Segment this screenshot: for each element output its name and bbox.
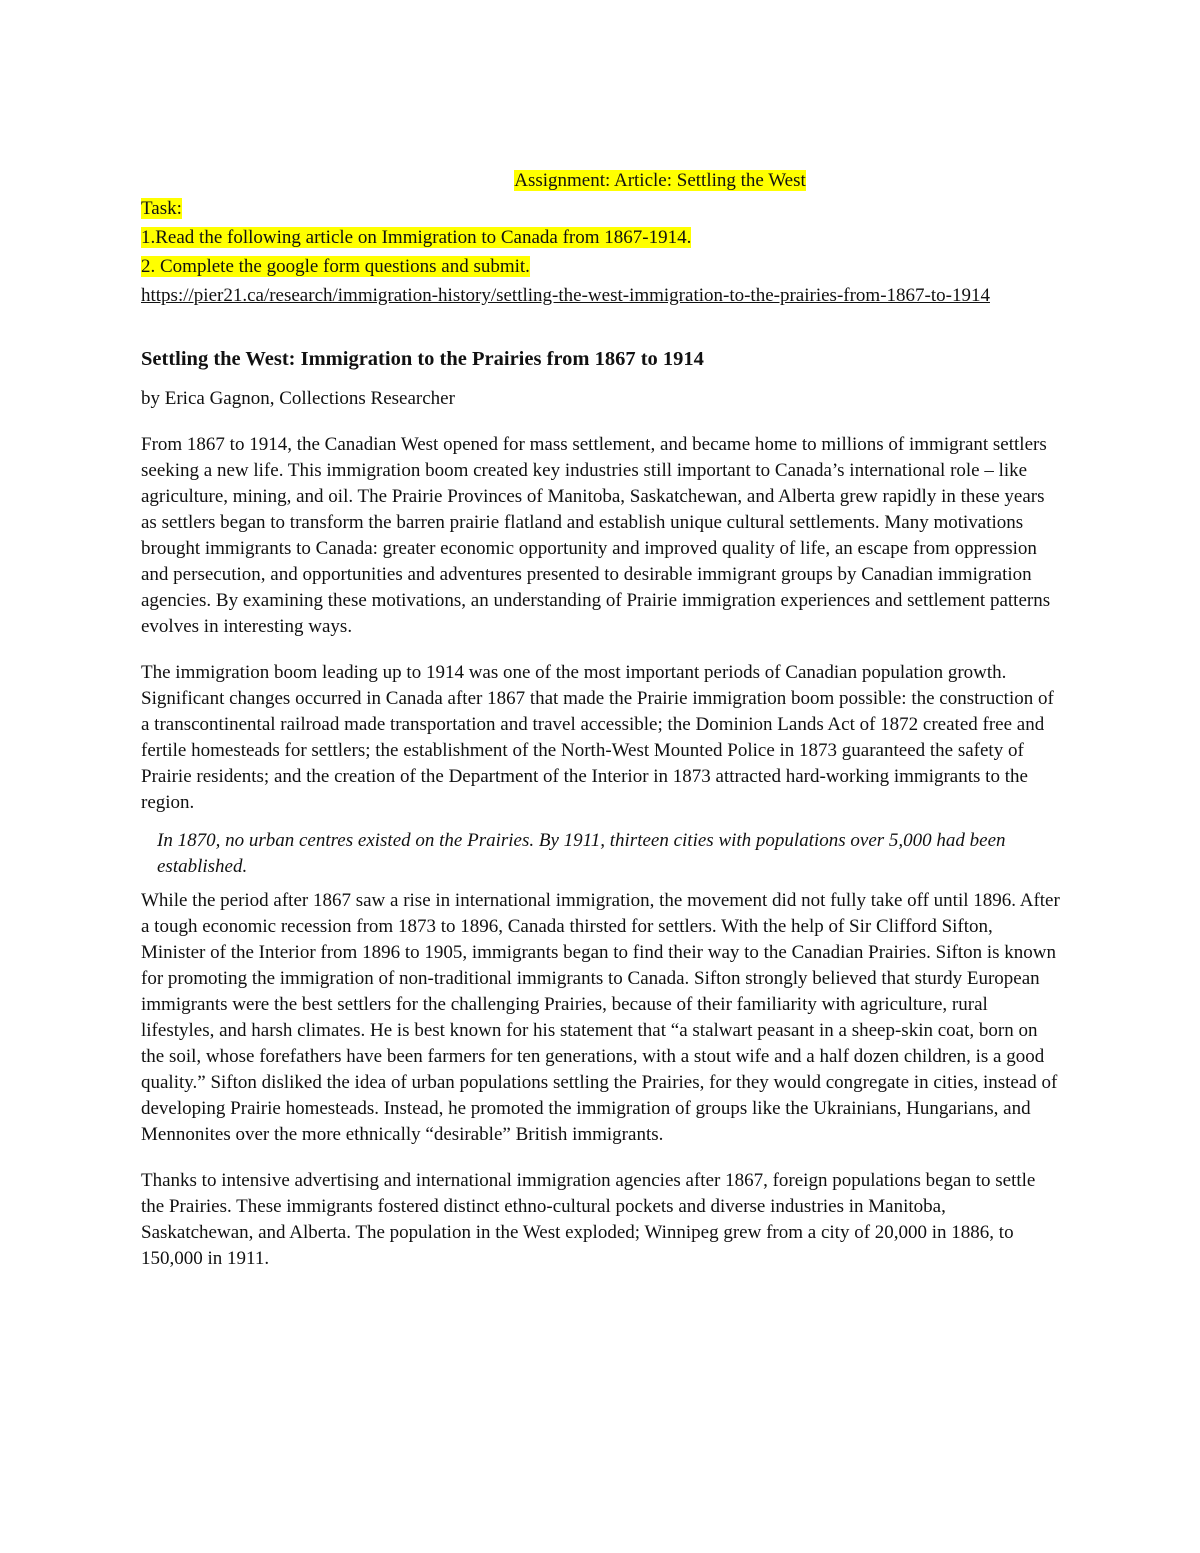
task-step-line: [141, 225, 1061, 254]
assignment-title-line: [259, 168, 1061, 196]
article-link[interactable]: https://pier21.ca/research/immigration-history/settling-the-west-immigration-to-the-prairies-from-1867-to-1914: [141, 285, 990, 306]
task-label-line: [141, 196, 1061, 225]
assignment-title: Assignment: Article: Settling the West: [514, 170, 806, 191]
article-paragraph: The immigration boom leading up to 1914 was one of the most important periods of Canadian population growth. Significant changes occurred in Canada after 1867 that made the Prairie immigration boom possible: the construction of a transcontinental railroad made transportation and travel accessible; the Dominion Lands Act of 1872 created free and fertile homesteads for settlers; the establishment of the North-West Mounted Police in 1873 guaranteed the safety of Prairie residents; and the creation of the Department of the Interior in 1873 attracted hard-working immigrants to the region.: [141, 662, 1054, 813]
task-step-line: [141, 254, 1061, 283]
task-step-2: 2. Complete the google form questions and submit.: [141, 256, 530, 277]
article-heading: Settling the West: Immigration to the Prairies from 1867 to 1914: [141, 348, 704, 370]
article-paragraph: While the period after 1867 saw a rise in international immigration, the movement did not fully take off until 1896. After a tough economic recession from 1873 to 1896, Canada thirsted for settlers. With the help of Sir Clifford Sifton, Minister of the Interior from 1896 to 1905, immigrants began to find their way to the Canadian Prairies. Sifton is known for promoting the immigration of non-traditional immigrants to Canada. Sifton strongly believed that sturdy European immigrants were the best settlers for the challenging Prairies, because of their familiarity with agriculture, rural lifestyles, and harsh climates. He is best known for his statement that “a stalwart peasant in a sheep-skin coat, born on the soil, whose forefathers have been farmers for ten generations, with a stout wife and a half dozen children, is a good quality.” Sifton disliked the idea of urban populations settling the Prairies, for they would congregate in cities, instead of developing Prairie homesteads. Instead, he promoted the immigration of groups like the Ukrainians, Hungarians, and Mennonites over the more ethnically “desirable” British immigrants.: [141, 890, 1060, 1145]
article-paragraph: Thanks to intensive advertising and international immigration agencies after 1867, foreign populations began to settle the Prairies. These immigrants fostered distinct ethno-cultural pockets and diverse industries in Manitoba, Saskatchewan, and Alberta. The population in the West exploded; Winnipeg grew from a city of 20,000 in 1886, to 150,000 in 1911.: [141, 1170, 1036, 1269]
pull-quote: In 1870, no urban centres existed on the Prairies. By 1911, thirteen cities with populations over 5,000 had been established.: [157, 830, 1006, 877]
article-paragraph: From 1867 to 1914, the Canadian West opened for mass settlement, and became home to millions of immigrant settlers seeking a new life. This immigration boom created key industries still important to Canada’s international role – like agriculture, mining, and oil. The Prairie Provinces of Manitoba, Saskatchewan, and Alberta grew rapidly in these years as settlers began to transform the barren prairie flatland and establish unique cultural settlements. Many motivations brought immigrants to Canada: greater economic opportunity and improved quality of life, an escape from oppression and persecution, and opportunities and adventures presented to desirable immigrant groups by Canadian immigration agencies. By examining these motivations, an understanding of Prairie immigration experiences and settlement patterns evolves in interesting ways.: [141, 434, 1051, 637]
task-step-1: 1.Read the following article on Immigration to Canada from 1867-1914.: [141, 227, 692, 248]
task-label: Task:: [141, 198, 182, 219]
document-body: [141, 168, 1061, 1272]
article-byline: by Erica Gagnon, Collections Researcher: [141, 388, 455, 409]
